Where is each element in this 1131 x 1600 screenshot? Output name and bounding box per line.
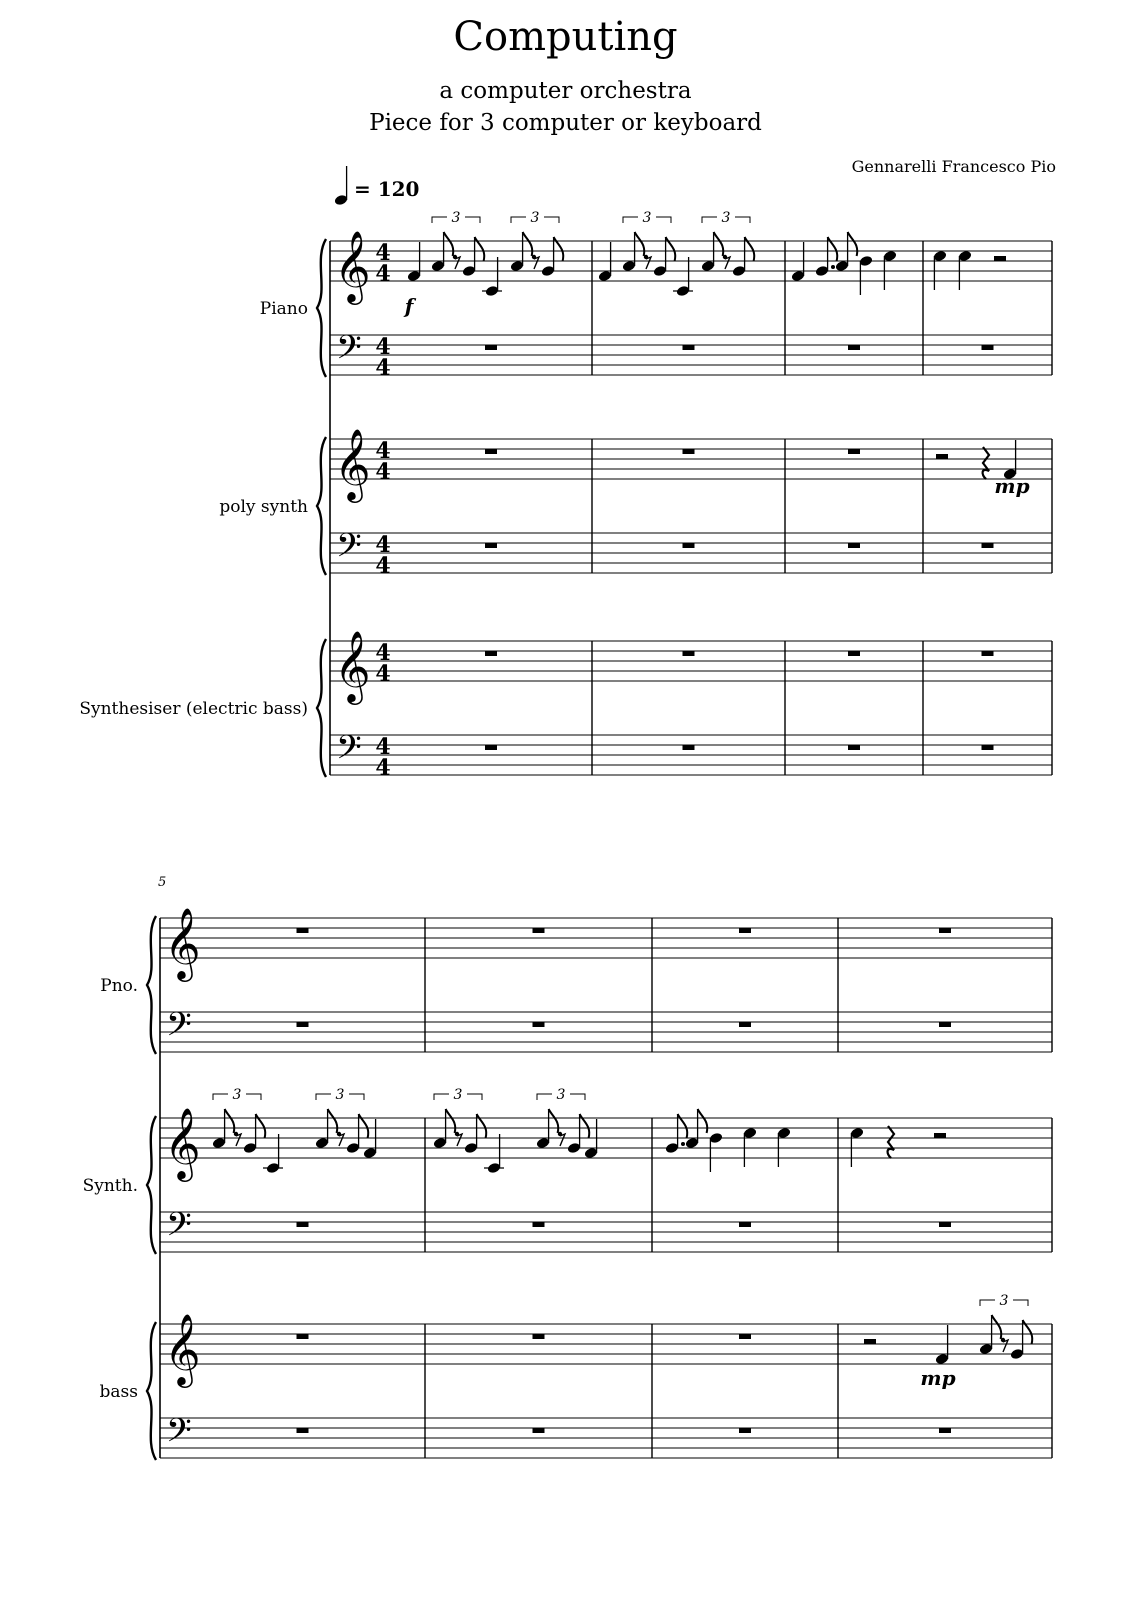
time-signature-denominator: 4 [375,355,391,381]
note [777,1127,792,1167]
tuplet-number: 3 [530,210,540,226]
whole-rest-icon [848,449,860,454]
instrument-label: poly synth [219,497,308,517]
treble-clef-icon: 𝄞 [334,427,371,500]
note [850,1127,865,1167]
staff [160,1418,1052,1458]
whole-rest-icon [485,449,497,454]
eighth-rest-stroke [725,257,730,269]
brace [317,239,326,377]
whole-rest-icon [485,345,497,350]
whole-rest-icon [297,1334,309,1339]
note [859,255,874,295]
instrument-label: bass [99,1382,138,1402]
time-signature-numerator: 4 [375,532,391,558]
eighth-rest-stroke [236,1134,241,1146]
whole-rest-icon [683,651,695,656]
treble-clef-icon: 𝄞 [334,229,371,302]
eighth-rest-stroke [560,1134,565,1146]
tuplet-number: 3 [451,210,461,226]
note [484,1134,504,1174]
staff [160,918,1052,958]
note [433,1109,456,1149]
brace [147,1322,156,1460]
quarter-rest-icon [888,1126,894,1158]
whole-rest-icon [485,651,497,656]
eighth-rest-stroke [457,1134,462,1146]
whole-rest-icon [739,1022,751,1027]
whole-rest-icon [848,745,860,750]
note [791,242,806,282]
staff [330,641,1052,681]
note [598,242,613,282]
note [431,232,454,272]
eighth-rest-stroke [339,1134,344,1146]
staff [160,1012,1052,1052]
whole-rest-icon [533,928,545,933]
time-signature-denominator: 4 [375,459,391,485]
note [933,250,948,290]
bass-clef-icon: 𝄢 [336,729,362,775]
whole-rest-icon [939,1428,951,1433]
note [212,1109,235,1149]
half-rest-icon [936,454,948,459]
dynamic-marking: mp [994,474,1030,498]
time-signature-denominator: 4 [375,553,391,579]
tuplet-number: 3 [453,1087,463,1103]
dynamic-marking: f [404,294,414,318]
whole-rest-icon [982,543,994,548]
whole-rest-icon [739,1222,751,1227]
whole-rest-icon [533,1334,545,1339]
tuplet-number: 3 [556,1087,566,1103]
whole-rest-icon [982,651,994,656]
eighth-rest-stroke [1003,1340,1008,1352]
note [622,232,645,272]
eighth-rest-stroke [646,257,651,269]
dynamic-marking: mp [920,1366,956,1390]
bass-clef-icon: 𝄢 [166,1412,192,1458]
quarter-note-icon [334,166,349,206]
tuplet-number: 3 [999,1293,1009,1309]
note [263,1134,283,1174]
time-signature-denominator: 4 [375,755,391,781]
whole-rest-icon [848,651,860,656]
treble-clef-icon: 𝄞 [334,629,371,702]
staff [160,1212,1052,1252]
bass-clef-icon: 𝄢 [166,1006,192,1052]
bass-clef-icon: 𝄢 [336,329,362,375]
treble-clef-icon: 𝄞 [164,906,201,979]
whole-rest-icon [739,1428,751,1433]
score-title: Computing [453,14,678,60]
brace [317,437,326,575]
time-signature-numerator: 4 [375,240,391,266]
note [510,232,533,272]
time-signature-denominator: 4 [375,661,391,687]
note [835,232,858,272]
treble-clef-icon: 𝄞 [164,1312,201,1385]
whole-rest-icon [683,345,695,350]
brace [317,639,326,777]
eighth-rest-stroke [534,257,539,269]
note [701,232,724,272]
whole-rest-icon [982,745,994,750]
half-rest-icon [934,1133,946,1138]
whole-rest-icon [533,1428,545,1433]
whole-rest-icon [739,928,751,933]
whole-rest-icon [485,543,497,548]
score-subtitle: a computer orchestra [439,78,692,104]
whole-rest-icon [297,1222,309,1227]
note [883,250,898,290]
note [536,1109,559,1149]
instrument-label: Piano [259,299,308,319]
whole-rest-icon [533,1222,545,1227]
quarter-rest-icon [983,447,989,479]
whole-rest-icon [982,345,994,350]
whole-rest-icon [683,543,695,548]
time-signature-numerator: 4 [375,640,391,666]
staff [160,1324,1052,1364]
note [958,250,973,290]
half-rest-icon [994,256,1006,261]
whole-rest-icon [533,1022,545,1027]
time-signature-numerator: 4 [375,334,391,360]
instrument-label: Synth. [82,1176,138,1196]
note [685,1109,708,1149]
tempo-marking: = 120 [354,177,420,201]
note [979,1315,1002,1355]
staff [330,335,1052,375]
whole-rest-icon [939,1022,951,1027]
treble-clef-icon: 𝄞 [164,1106,201,1179]
tuplet-number: 3 [721,210,731,226]
whole-rest-icon [297,1022,309,1027]
note [315,1109,338,1149]
brace [147,916,156,1054]
instrument-label: Synthesiser (electric bass) [79,699,308,719]
whole-rest-icon [297,1428,309,1433]
staff [330,533,1052,573]
note [935,1325,950,1365]
whole-rest-icon [297,928,309,933]
composer-name: Gennarelli Francesco Pio [851,157,1056,176]
staff [160,1118,1052,1158]
whole-rest-icon [848,543,860,548]
whole-rest-icon [683,449,695,454]
note [482,257,502,297]
note [407,242,422,282]
whole-rest-icon [485,745,497,750]
half-rest-icon [864,1339,876,1344]
staff [330,241,1052,281]
whole-rest-icon [939,928,951,933]
note [673,257,693,297]
tuplet-number: 3 [232,1087,242,1103]
bass-clef-icon: 𝄢 [166,1206,192,1252]
note [743,1127,758,1167]
time-signature-numerator: 4 [375,438,391,464]
instrument-label: Pno. [100,976,138,996]
note [709,1132,724,1172]
whole-rest-icon [848,345,860,350]
tuplet-number: 3 [335,1087,345,1103]
time-signature-denominator: 4 [375,261,391,287]
measure-number: 5 [158,875,167,890]
whole-rest-icon [683,745,695,750]
bass-clef-icon: 𝄢 [336,527,362,573]
brace [147,1116,156,1254]
tuplet-number: 3 [642,210,652,226]
time-signature-numerator: 4 [375,734,391,760]
staff [330,735,1052,775]
score-subsubtitle: Piece for 3 computer or keyboard [369,110,762,136]
whole-rest-icon [739,1334,751,1339]
eighth-rest-stroke [455,257,460,269]
whole-rest-icon [939,1222,951,1227]
